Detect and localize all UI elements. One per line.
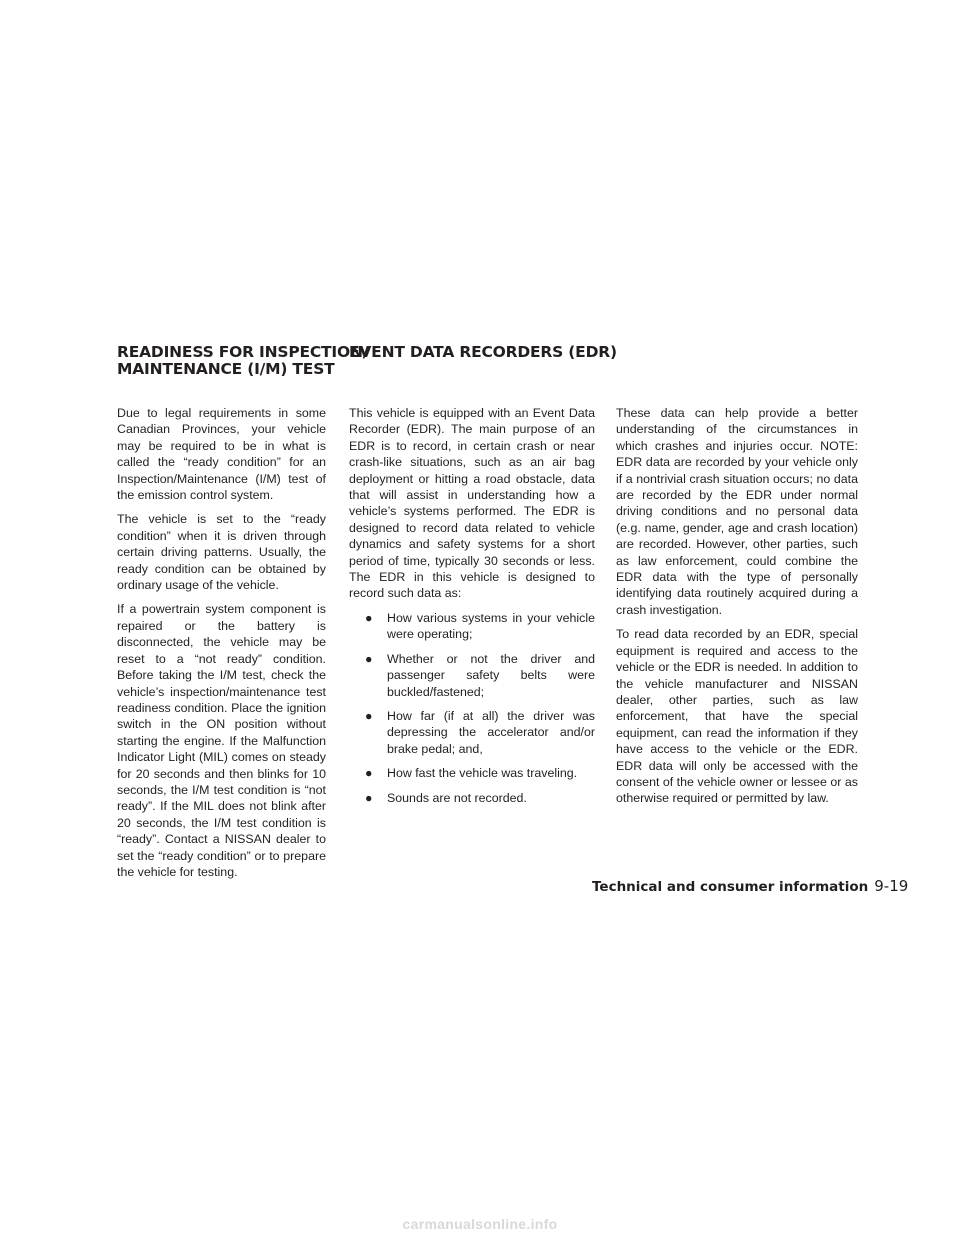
list-item: ● Sounds are not recorded. — [365, 790, 527, 805]
list-item: ● How various systems in your vehicle were operating; — [365, 610, 595, 642]
bullet-list — [349, 610, 595, 806]
list-item: ● How far (if at all) the driver was depressing the accelerator and/or brake pedal; and, — [365, 708, 595, 756]
paragraph: Due to legal requirements in some Canadian Provinces, your vehicle may be required to be in what is called the “ready condition” for an Inspection/Maintenance (I/M) test of the emission control system. — [117, 406, 326, 503]
section-heading-readiness — [117, 344, 368, 378]
page-number: 9-19 — [874, 877, 909, 895]
section-heading-edr: EVENT DATA RECORDERS (EDR) — [349, 343, 617, 361]
bullet-icon: ● — [365, 610, 373, 625]
edr-column-1 — [349, 405, 595, 814]
list-item: ● Whether or not the driver and passenger safety belts were buckled/fastened; — [365, 651, 595, 699]
readiness-column — [117, 405, 326, 888]
list-item: ● How fast the vehicle was traveling. — [365, 766, 578, 781]
bullet-icon: ● — [365, 790, 373, 805]
paragraph: These data can help provide a better understanding of the circumstances in which crashes and injuries occur. NOTE: EDR data are recorded by your vehicle only if a nontrivial crash situation occurs; no data are recorded by the EDR under normal driving conditions and no personal data (e.g. name, gender, age and crash location) are recorded. However, other parties, such as law enforcement, could combine the EDR data with the type of personally identifying data routinely acquired during a crash investigation. — [616, 406, 858, 617]
paragraph: This vehicle is equipped with an Event Data Recorder (EDR). The main purpose of an EDR is to record, in certain crash or near crash-like situations, such as an air bag deployment or hitting a road obstacle, data that will assist in understanding how a vehicle’s systems performed. The EDR is designed to record data related to vehicle dynamics and safety systems for a short period of time, typically 30 seconds or less. The EDR in this vehicle is designed to record such data as: — [349, 406, 595, 601]
heading-line-2: MAINTENANCE (I/M) TEST — [117, 360, 335, 378]
paragraph: The vehicle is set to the “ready condition” when it is driven through certain driving patterns. Usually, the ready condition can be obtained by ordinary usage of the vehicle. — [117, 512, 326, 593]
bullet-icon: ● — [365, 766, 373, 781]
heading-line-1: READINESS FOR INSPECTION/ — [117, 343, 369, 361]
edr-column-2 — [616, 405, 858, 815]
page-footer — [592, 876, 908, 895]
watermark: carmanualsonline.info — [402, 1216, 558, 1232]
paragraph: To read data recorded by an EDR, special equipment is required and access to the vehicle or the EDR is needed. In addition to the vehicle manufacturer and NISSAN dealer, other parties, such as law enforcement, that have the special equipment, can read the information if they have access to the vehicle or the EDR. EDR data will only be accessed with the consent of the vehicle owner or lessee or as otherwise required or permitted by law. — [616, 627, 858, 806]
bullet-icon: ● — [365, 651, 373, 666]
bullet-icon: ● — [365, 708, 373, 723]
footer-section-title: Technical and consumer information — [592, 879, 869, 895]
paragraph: If a powertrain system component is repaired or the battery is disconnected, the vehicle may be reset to a “not ready” condition. Before taking the I/M test, check the vehicle’s inspection/maintenance test readiness condition. Place the ignition switch in the ON position without starting the engine. If the Malfunction Indicator Light (MIL) comes on steady for 20 seconds and then blinks for 10 seconds, the I/M test condition is “not ready”. If the MIL does not blink after 20 seconds, the I/M test condition is “ready”. Contact a NISSAN dealer to set the “ready condition” or to prepare the vehicle for testing. — [117, 602, 326, 879]
